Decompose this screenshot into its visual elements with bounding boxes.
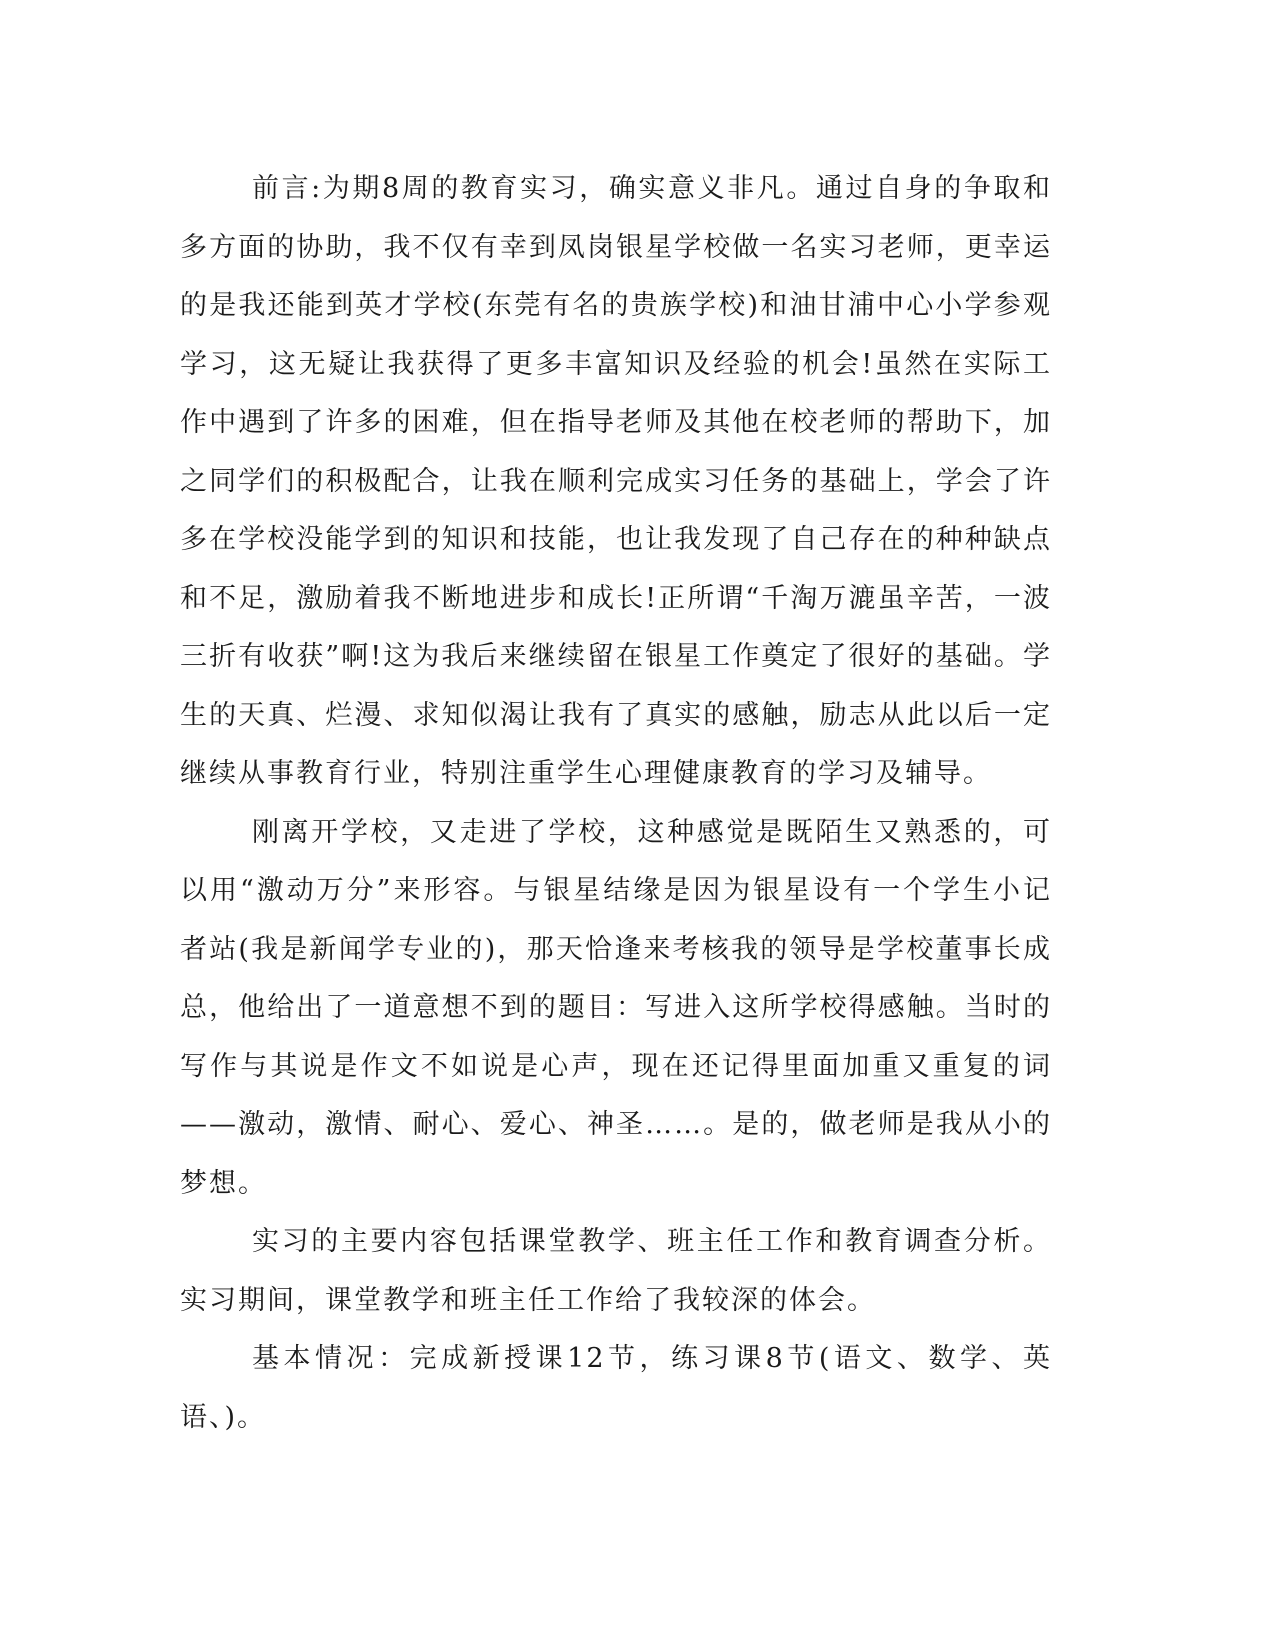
paragraph-content: 实习的主要内容包括课堂教学、班主任工作和教育调查分析。实习期间，课堂教学和班主任工作给了我较深的体会。 bbox=[180, 1226, 1052, 1316]
document-body bbox=[180, 160, 1052, 1447]
paragraph-arrival: 刚离开学校，又走进了学校，这种感觉是既陌生又熟悉的，可以用“激动万分”来形容。与银星结缘是因为银星设有一个学生小记者站(我是新闻学专业的)，那天恰逢来考核我的领导是学校董事长成总，他给出了一道意想不到的题目：写进入这所学校得感触。当时的写作与其说是作文不如说是心声，现在还记得里面加重又重复的词——激动，激情、耐心、爱心、神圣……。是的，做老师是我从小的梦想。 bbox=[180, 816, 1052, 1199]
paragraph-basic-info: 基本情况：完成新授课12节，练习课8节(语文、数学、英语、)。 bbox=[180, 1343, 1052, 1433]
paragraph-preface: 前言:为期8周的教育实习，确实意义非凡。通过自身的争取和多方面的协助，我不仅有幸到凤岗银星学校做一名实习老师，更幸运的是我还能到英才学校(东莞有名的贵族学校)和油甘浦中心小学参观学习，这无疑让我获得了更多丰富知识及经验的机会!虽然在实际工作中遇到了许多的困难，但在指导老师及其他在校老师的帮助下，加之同学们的积极配合，让我在顺利完成实习任务的基础上，学会了许多在学校没能学到的知识和技能，也让我发现了自己存在的种种缺点和不足，激励着我不断地进步和成长!正所谓“千淘万漉虽辛苦，一波三折有收获”啊!这为我后来继续留在银星工作奠定了很好的基础。学生的天真、烂漫、求知似渴让我有了真实的感触，励志从此以后一定继续从事教育行业，特别注重学生心理健康教育的学习及辅导。 bbox=[180, 173, 1052, 789]
